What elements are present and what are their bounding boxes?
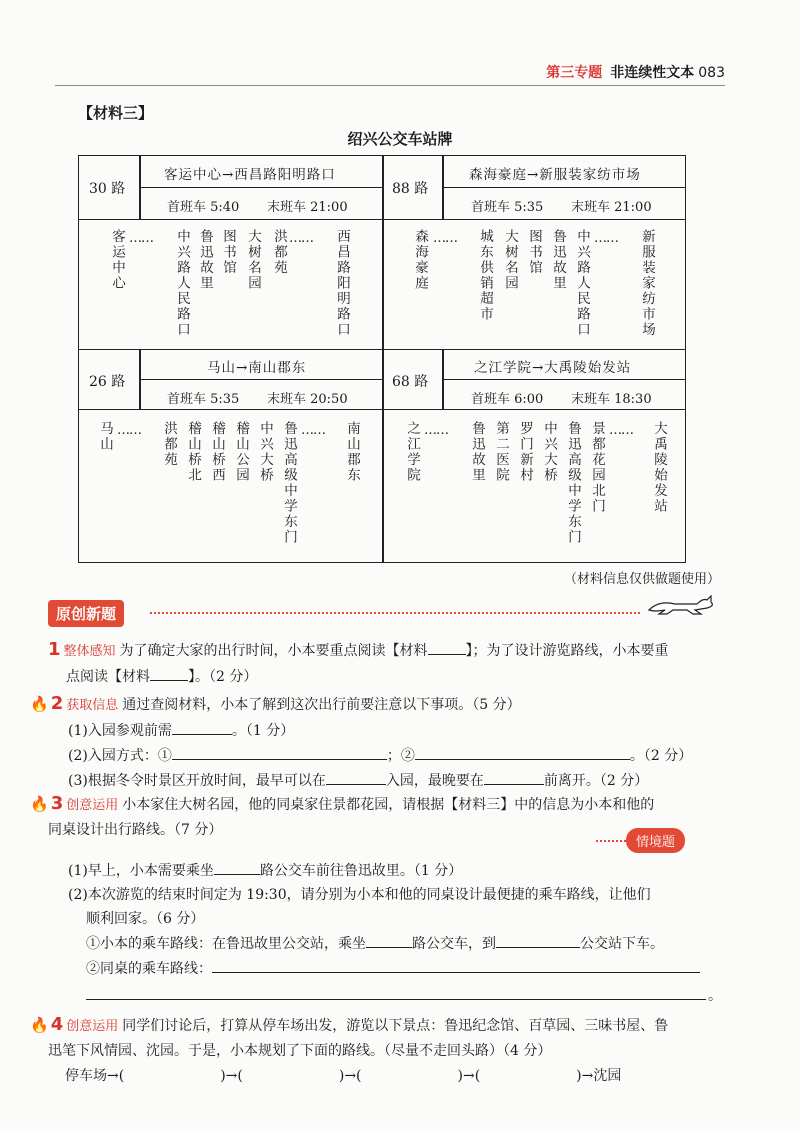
first-bus: 首班车 6:00 <box>471 392 544 407</box>
bus-stop: 之江学院 <box>404 421 420 483</box>
bus-stop: 稽山桥北 <box>185 421 201 483</box>
bus-stop: 中兴大桥 <box>257 421 273 483</box>
table-divider <box>442 187 685 188</box>
answer-line[interactable] <box>86 999 706 1000</box>
bus-stop: 大树名园 <box>502 229 518 291</box>
table-divider <box>442 349 444 409</box>
section-dotted-line <box>150 612 640 614</box>
page-number: 083 <box>698 65 725 81</box>
table-divider <box>442 156 444 219</box>
question-text: 迅笔下风情园、沈园。于是，小本规划了下面的路线。（尽量不走回头路）（4 分） <box>48 1043 552 1059</box>
fire-icon: 🔥 <box>30 1016 49 1034</box>
question-text: ①小本的乘车路线：在鲁迅故里公交站，乘坐 <box>86 936 366 952</box>
ellipsis: …… <box>424 423 448 438</box>
fire-icon: 🔥 <box>30 795 49 813</box>
route-end: )→沈园 <box>576 1068 622 1084</box>
answer-blank[interactable] <box>415 743 630 760</box>
ellipsis: …… <box>594 231 618 246</box>
bus-stop: 景都花园北门 <box>589 421 605 514</box>
answer-blank[interactable] <box>366 931 412 948</box>
bus-stop: 洪都苑 <box>271 229 287 276</box>
table-divider <box>442 379 685 380</box>
last-bus: 末班车 21:00 <box>571 200 652 215</box>
last-bus: 末班车 20:50 <box>267 392 348 407</box>
question-text: 公交站下车。 <box>580 936 664 952</box>
table-title: 绍兴公交车站牌 <box>347 130 453 148</box>
bus-stop: 罗门新村 <box>517 421 533 483</box>
question-text: 同桌设计出行路线。（7 分） <box>48 822 223 838</box>
question-text: (1)入园参观前需 <box>68 723 172 739</box>
bus-stop: 大树名园 <box>245 229 261 291</box>
route-plan <box>65 1064 725 1088</box>
bus-stop: 洪都苑 <box>161 421 177 468</box>
question-text: 】。（2 分） <box>188 669 258 685</box>
question-3-parts <box>68 858 728 981</box>
answer-blank[interactable] <box>214 858 260 875</box>
question-tag: 获取信息 <box>66 698 119 713</box>
table-divider <box>79 409 685 410</box>
question-tag: 创意运用 <box>66 1019 119 1034</box>
question-2 <box>30 692 730 793</box>
bus-stop: 图书馆 <box>526 229 542 276</box>
question-text: 。（2 分） <box>629 748 693 764</box>
bus-stop: 大禹陵始发站 <box>651 421 667 514</box>
answer-blank[interactable] <box>172 718 232 735</box>
table-divider <box>79 349 685 350</box>
first-bus: 首班车 5:40 <box>167 200 240 215</box>
answer-blank[interactable] <box>172 743 387 760</box>
bus-stop: 图书馆 <box>220 229 236 276</box>
bus-stop: 稽山桥西 <box>209 421 225 483</box>
question-text: (1)早上，小本需要乘坐 <box>68 863 214 879</box>
ellipsis: …… <box>289 231 313 246</box>
question-text: 前离开。（2 分） <box>543 773 649 789</box>
bus-stop: 新服装家纺市场 <box>639 229 655 338</box>
question-text: ②同桌的乘车路线： <box>86 961 212 977</box>
route-arrow: )→( <box>338 1068 362 1084</box>
bus-stop: 西昌路阳明路口 <box>334 229 350 338</box>
question-text: 为了确定大家的出行时间，小本要重点阅读【材料 <box>119 643 428 659</box>
question-number: 2 <box>50 693 64 714</box>
ellipsis: …… <box>433 231 457 246</box>
chapter-title: 非连续性文本 <box>610 65 695 81</box>
bus-stop: 鲁迅故里 <box>197 229 213 291</box>
last-bus: 末班车 21:00 <box>267 200 348 215</box>
question-text: 路公交车，到 <box>412 936 496 952</box>
bus-stop: 鲁迅故里 <box>550 229 566 291</box>
cat-icon <box>645 592 717 616</box>
table-divider <box>139 156 141 219</box>
ellipsis: …… <box>609 423 633 438</box>
answer-blank[interactable] <box>484 768 544 785</box>
answer-blank[interactable] <box>428 638 466 655</box>
route-ends: 马山→南山郡东 <box>207 360 307 376</box>
bus-stop: 中兴路人民路口 <box>574 229 590 338</box>
fire-icon: 🔥 <box>30 695 49 713</box>
table-divider <box>79 219 685 220</box>
bus-stop: 森海豪庭 <box>412 229 428 291</box>
route-number: 26 路 <box>89 374 126 390</box>
end-dot: 。 <box>708 988 722 1004</box>
question-text: (2)本次游览的结束时间定为 19:30，请分别为小本和他的同桌设计最便捷的乘车路线，让他们 <box>68 887 651 903</box>
table-divider <box>139 379 382 380</box>
route-arrow: )→( <box>457 1068 481 1084</box>
question-number: 1 <box>48 639 61 660</box>
bus-stop: 中兴大桥 <box>541 421 557 483</box>
route-start: 停车场→( <box>65 1068 125 1084</box>
bus-stop: 中兴路人民路口 <box>174 229 190 338</box>
route-number: 68 路 <box>392 374 429 390</box>
answer-blank[interactable] <box>326 768 386 785</box>
scenario-badge: 情境题 <box>626 828 685 853</box>
question-4 <box>30 1013 730 1063</box>
route-number: 30 路 <box>89 181 126 197</box>
bus-stop: 客运中心 <box>109 229 125 291</box>
bus-stop: 鲁迅故里 <box>469 421 485 483</box>
page-header <box>546 62 725 82</box>
bus-stop: 城东供销超市 <box>477 229 493 322</box>
question-text: 】；为了设计游览路线，小本要重 <box>465 643 669 659</box>
ellipsis: …… <box>117 423 141 438</box>
question-text: 小本家住大树名园，他的同桌家住景都花园，请根据【材料三】中的信息为小本和他的 <box>122 797 655 813</box>
bus-stop: 鲁迅高级中学东门 <box>565 421 581 545</box>
last-bus: 末班车 18:30 <box>571 392 652 407</box>
bus-stop: 马山 <box>97 421 113 452</box>
header-divider <box>55 85 725 86</box>
first-bus: 首班车 5:35 <box>471 200 544 215</box>
ellipsis: …… <box>301 423 325 438</box>
route-ends: 森海豪庭→新服装家纺市场 <box>469 167 641 183</box>
question-text: 点阅读【材料 <box>66 669 150 685</box>
scenario-dots <box>596 840 626 842</box>
question-number: 4 <box>50 1014 64 1035</box>
bus-stop: 南山郡东 <box>344 421 360 483</box>
question-text: 通过查阅材料，小本了解到这次出行前要注意以下事项。（5 分） <box>122 697 521 713</box>
question-text: (3)根据冬令时景区开放时间，最早可以在 <box>68 773 326 789</box>
question-text: 同学们讨论后，打算从停车场出发，游览以下景点：鲁迅纪念馆、百草园、三味书屋、鲁 <box>122 1018 669 1034</box>
question-tag: 整体感知 <box>63 644 116 659</box>
section-header <box>48 600 124 627</box>
question-text: (2)入园方式：① <box>68 748 172 764</box>
question-1 <box>48 638 728 689</box>
route-number: 88 路 <box>392 181 429 197</box>
material-label: 【材料三】 <box>78 104 154 122</box>
table-divider <box>139 349 141 409</box>
question-tag: 创意运用 <box>66 798 119 813</box>
bus-stop: 稽山公园 <box>233 421 249 483</box>
answer-blank[interactable] <box>212 956 700 973</box>
ellipsis: …… <box>129 231 153 246</box>
route-ends: 客运中心→西昌路阳明路口 <box>164 167 336 183</box>
section-label: 第三专题 <box>546 65 603 81</box>
question-text: 。（1 分） <box>231 723 295 739</box>
answer-blank[interactable] <box>496 931 580 948</box>
bus-stop-table <box>78 155 686 563</box>
question-text: 路公交车前往鲁迅故里。（1 分） <box>259 863 463 879</box>
answer-blank[interactable] <box>150 664 188 681</box>
table-center-divider <box>382 156 384 562</box>
question-number: 3 <box>50 793 64 814</box>
question-text: 入园，最晚要在 <box>385 773 484 789</box>
bus-stop: 鲁迅高级中学东门 <box>281 421 297 545</box>
question-text: ；② <box>386 748 415 764</box>
table-divider <box>139 187 382 188</box>
route-arrow: )→( <box>220 1068 243 1084</box>
first-bus: 首班车 5:35 <box>167 392 240 407</box>
section-tag: 原创新题 <box>48 600 124 627</box>
bus-stop: 第二医院 <box>493 421 509 483</box>
question-text: 顺利回家。（6 分） <box>86 911 205 927</box>
route-ends: 之江学院→大禹陵始发站 <box>474 360 632 376</box>
question-3 <box>30 792 730 842</box>
material-note: （材料信息仅供做题使用） <box>563 572 720 587</box>
